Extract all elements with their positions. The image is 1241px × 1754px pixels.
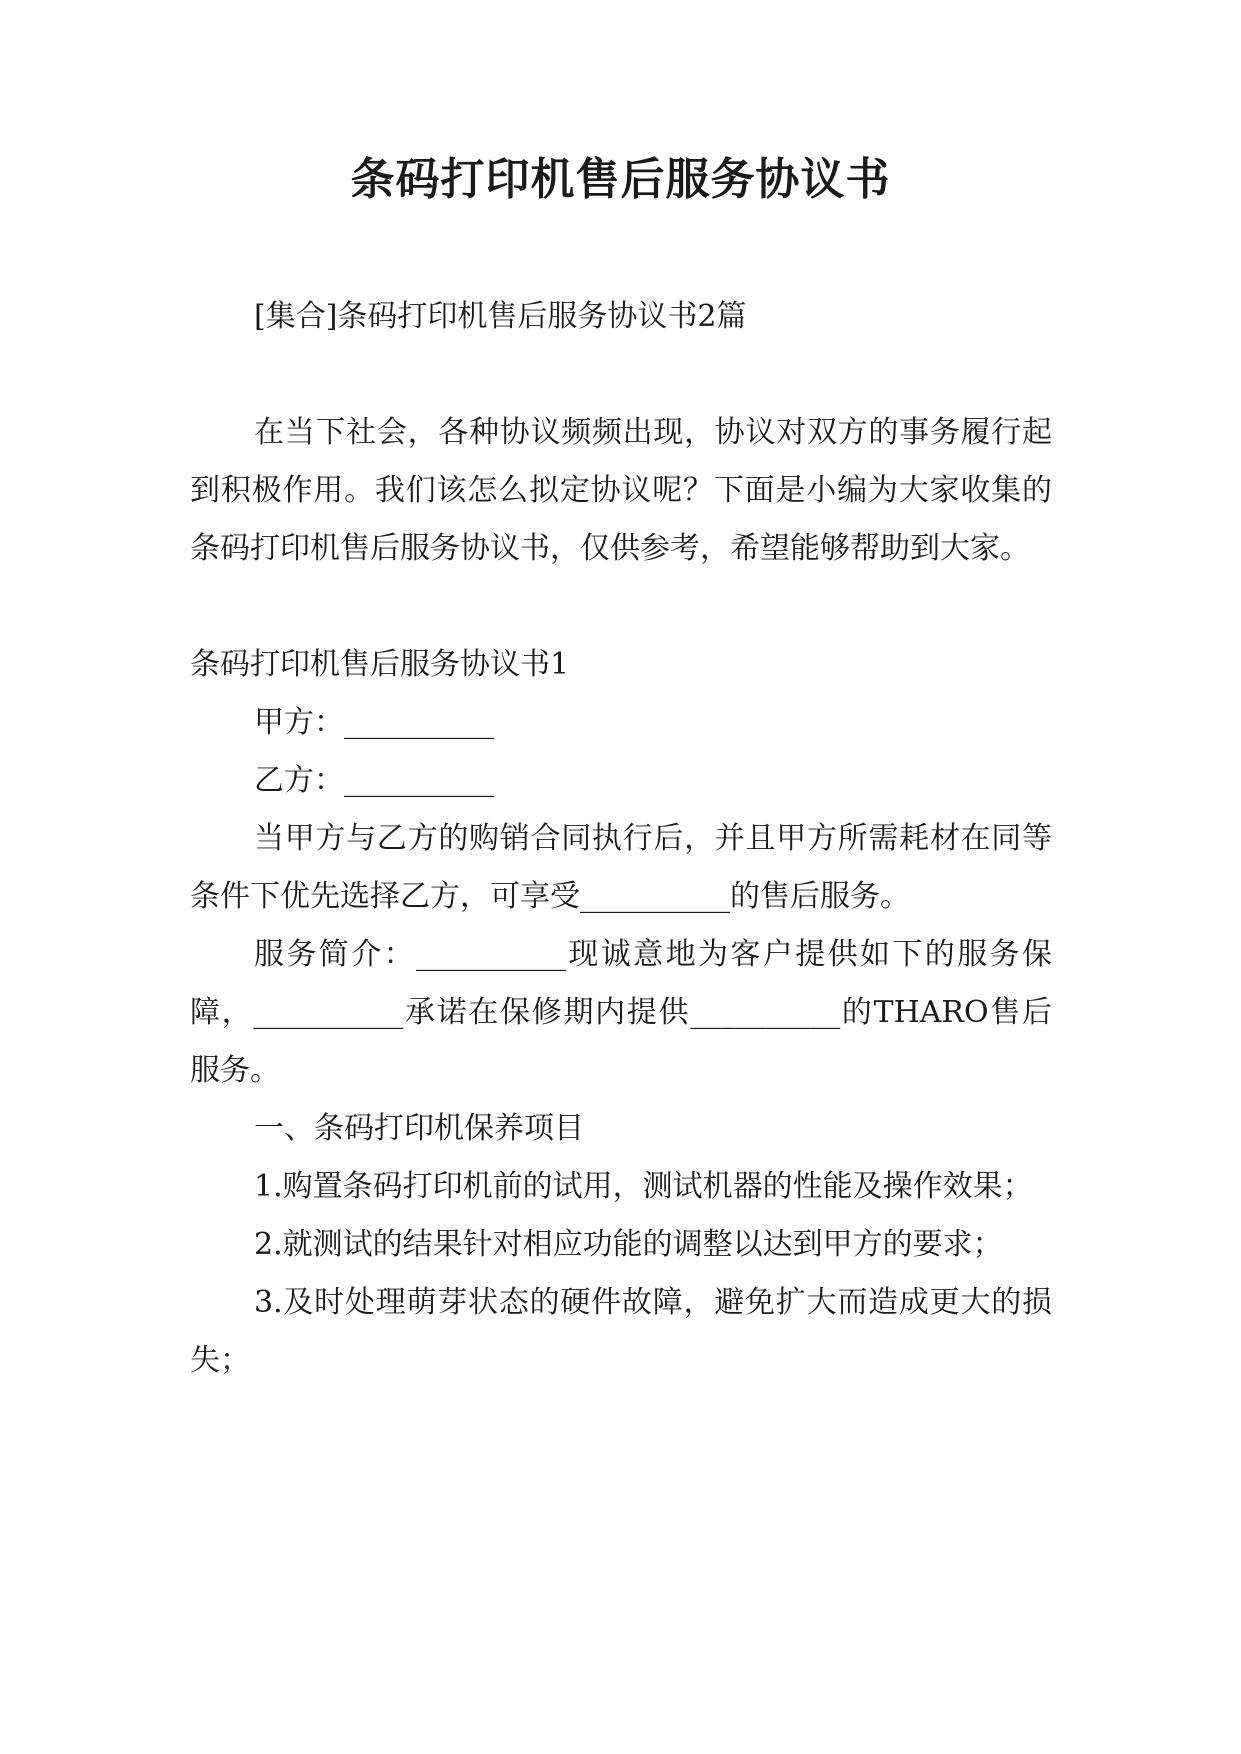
list-item: 1.购置条码打印机前的试用，测试机器的性能及操作效果； xyxy=(254,1169,1033,1204)
document-body xyxy=(190,288,1052,1390)
document-title: 条码打印机售后服务协议书 xyxy=(350,154,891,205)
party-b-line: 乙方：__________ xyxy=(254,763,494,798)
purchase-paragraph: 当甲方与乙方的购销合同执行后，并且甲方所需耗材在同等条件下优先选择乙方，可享受__________的售后服务。 xyxy=(190,821,1052,914)
service-intro-paragraph: 服务简介：__________现诚意地为客户提供如下的服务保障，__________承诺在保修期内提供__________的THARO售后服务。 xyxy=(190,937,1052,1088)
intro-paragraph: 在当下社会，各种协议频频出现，协议对双方的事务履行起到积极作用。我们该怎么拟定协议呢？下面是小编为大家收集的条码打印机售后服务协议书，仅供参考，希望能够帮助到大家。 xyxy=(190,415,1052,566)
document-subtitle: [集合]条码打印机售后服务协议书2篇 xyxy=(254,299,747,334)
list-item: 3.及时处理萌芽状态的硬件故障，避免扩大而造成更大的损失； xyxy=(190,1285,1052,1378)
list-item: 2.就测试的结果针对相应功能的调整以达到甲方的要求； xyxy=(254,1227,1003,1262)
section-heading: 条码打印机售后服务协议书1 xyxy=(190,647,570,682)
party-a-line: 甲方：__________ xyxy=(254,705,494,740)
maintenance-heading: 一、条码打印机保养项目 xyxy=(254,1111,584,1146)
